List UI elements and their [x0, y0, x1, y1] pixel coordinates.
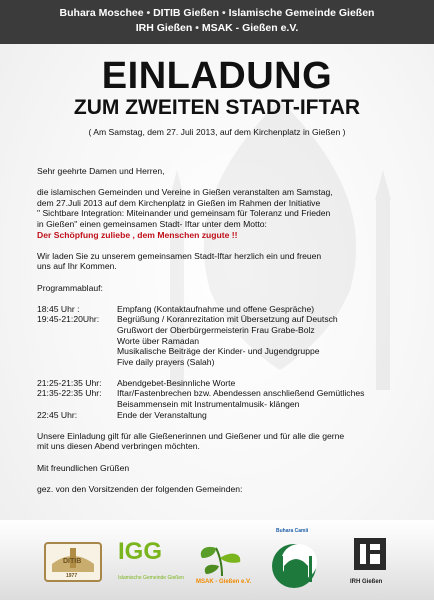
header-org-buhara: Buhara Moschee [59, 7, 144, 19]
program-text: Abendgebet-Besinnliche Worte [117, 377, 236, 388]
program-text: Grußwort der Oberbürgermeisterin Frau Grabe-Bolz [117, 324, 315, 335]
program-item [37, 304, 417, 315]
intro-paragraph [37, 187, 417, 240]
buhara-logo-caption: Buhara Camii [276, 528, 309, 534]
msak-logo [190, 538, 254, 588]
header-org-irh: IRH Gießen [135, 22, 193, 34]
program-text: Beisammensein mit Instrumentalmusik- klängen [117, 399, 300, 410]
program-text: Musikalische Beiträge der Kinder- und Jugendgruppe [117, 346, 320, 357]
program-time: 21:25-21:35 Uhr: [37, 377, 102, 388]
program-time: 21:35-22:35 Uhr: [37, 388, 102, 399]
event-motto: Der Schöpfung zuliebe , dem Menschen zugute !! [37, 229, 238, 240]
program-item [37, 388, 417, 399]
program-text: Ende der Veranstaltung [117, 409, 207, 420]
program-text: Five daily prayers (Salah) [117, 356, 215, 367]
program-time: 19:45-21:20Uhr: [37, 314, 100, 325]
program-text: Begrüßung / Koranrezitation mit Übersetzung auf Deutsch [117, 314, 338, 325]
header-separator: • [146, 7, 151, 19]
program-block-2 [37, 378, 417, 420]
program-text: Iftar/Fastenbrechen bzw. Abendessen anschließend Gemütliches [117, 388, 365, 399]
program-heading: Programmablauf: [37, 282, 103, 293]
page-subtitle: ZUM ZWEITEN STADT-IFTAR [73, 96, 361, 119]
program-block-1 [37, 304, 417, 368]
program-text: Worte über Ramadan [117, 335, 200, 346]
header-org-ditib: DITIB Gießen [153, 7, 220, 19]
plant-icon [190, 538, 254, 578]
signature-note: gez. von den Vorsitzenden der folgenden Gemeinden: [37, 483, 243, 494]
igg-logo [116, 538, 184, 584]
closing-line: mit uns diesen Abend verbringen möchten. [37, 441, 200, 452]
igg-logo-caption: Islamische Gemeinde Gießen [118, 575, 184, 581]
header-org-msak: MSAK - Gießen e.V. [201, 22, 299, 34]
invite-line: uns auf Ihr Kommen. [37, 261, 117, 272]
ditib-logo [44, 542, 102, 582]
program-time: 18:45 Uhr : [37, 303, 80, 314]
organizer-header [0, 0, 434, 44]
program-time: 22:45 Uhr: [37, 409, 78, 420]
letter-body [37, 166, 417, 505]
program-item [37, 378, 417, 389]
header-separator: • [221, 7, 226, 19]
header-line-2 [0, 21, 434, 36]
closing-paragraph [37, 431, 417, 452]
invite-paragraph [37, 251, 417, 272]
program-item [37, 314, 417, 325]
igg-logo-text: IGG [118, 538, 163, 565]
regards: Mit freundlichen Grüßen [37, 462, 130, 473]
intro-line: " Sichtbare Integration: Miteinander und gemeinsam für Toleranz und Frieden [37, 208, 331, 219]
ditib-logo-year: 1977 [66, 573, 78, 579]
event-date-line: ( Am Samstag, dem 27. Juli 2013, auf dem Kirchenplatz in Gießen ) [88, 127, 346, 137]
page-title: EINLADUNG [101, 55, 333, 97]
invite-line: Wir laden Sie zu unserem gemeinsamen Stadt-Iftar herzlich ein und freuen [37, 250, 322, 261]
program-text: Empfang (Kontaktaufnahme und offene Gespräche) [117, 303, 315, 314]
buhara-logo [266, 528, 322, 592]
header-separator: • [195, 22, 199, 34]
intro-line: die islamischen Gemeinden und Vereine in Gießen veranstalten am Samstag, [37, 187, 333, 198]
msak-logo-caption: MSAK - Gießen e.V. [196, 579, 252, 585]
header-line-1 [0, 6, 434, 21]
mosque-crescent-icon [266, 536, 322, 592]
intro-line: dem 27.Juli 2013 auf dem Kirchenplatz in Gießen im Rahmen der Initiative [37, 197, 321, 208]
irh-emblem-icon [350, 534, 390, 574]
greeting: Sehr geehrte Damen und Herren, [37, 166, 165, 176]
intro-line: in Gießen" einen gemeinsamen Stadt- Iftar unter dem Motto: [37, 218, 267, 229]
closing-line: Unsere Einladung gilt für alle Gießenerinnen und Gießener und für alle die gerne [37, 430, 345, 441]
program-item [37, 410, 417, 421]
header-org-igg: Islamische Gemeinde Gießen [228, 7, 375, 19]
ditib-logo-text: DITIB [63, 558, 82, 565]
irh-logo-caption: IRH Gießen [350, 579, 383, 585]
logo-footer [0, 520, 434, 600]
irh-logo [342, 534, 398, 592]
